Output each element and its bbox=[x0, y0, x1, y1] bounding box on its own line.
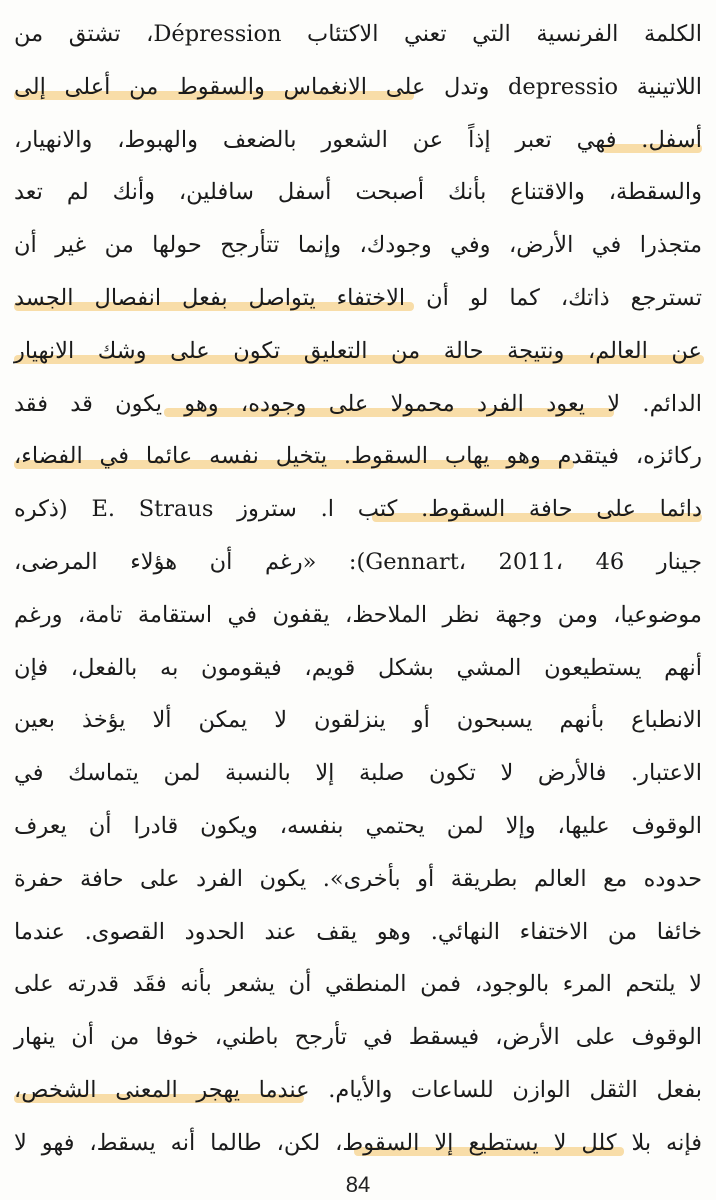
line-text: حدوده مع العالم بطريقة أو بأخرى». يكون الفرد على حافة حفرة bbox=[14, 865, 702, 892]
line-text: تسترجع ذاتك، كما لو أن الاختفاء يتواصل بفعل انفصال الجسد bbox=[14, 284, 702, 311]
line-text: أسفل. فهي تعبر إذاً عن الشعور بالضعف والهبوط، والانهيار، bbox=[14, 126, 702, 153]
line-text: الوقوف على الأرض، فيسقط في تأرجح باطني، خوفا من أن ينهار bbox=[14, 1024, 702, 1051]
text-line bbox=[14, 694, 702, 747]
page-number: 84 bbox=[345, 1172, 371, 1197]
text-line bbox=[14, 747, 702, 800]
line-text: الاعتبار. فالأرض لا تكون صلبة إلا بالنسبة لمن يتماسك في bbox=[14, 760, 702, 787]
line-text: ركائزه، فيتقدم وهو يهاب السقوط. يتخيل نفسه عائما في الفضاء، bbox=[14, 443, 702, 470]
text-line bbox=[14, 1117, 702, 1170]
line-text: عن العالم، ونتيجة حالة من التعليق تكون على وشك الانهيار bbox=[14, 337, 702, 364]
text-line bbox=[14, 589, 702, 642]
text-line bbox=[14, 114, 702, 167]
line-text: خائفا من الاختفاء النهائي. وهو يقف عند الحدود القصوى. عندما bbox=[14, 918, 702, 945]
line-text: بفعل الثقل الوازن للساعات والأيام. عندما يهجر المعنى الشخص، bbox=[14, 1076, 702, 1103]
line-text: الدائم. لا يعود الفرد محمولا على وجوده، وهو يكون قد فقد bbox=[14, 390, 702, 417]
text-line bbox=[14, 8, 702, 61]
line-text: الكلمة الفرنسية التي تعني الاكتئاب Dépression، تشتق من bbox=[14, 21, 702, 47]
text-line bbox=[14, 219, 702, 272]
text-line bbox=[14, 61, 702, 114]
line-text: اللاتينية depressio وتدل على الانغماس والسقوط من أعلى إلى bbox=[14, 73, 702, 100]
line-text: فإنه بلا كلل لا يستطيع إلا السقوط، لكن، طالما أنه يسقط، فهو لا bbox=[14, 1129, 702, 1156]
text-line bbox=[14, 166, 702, 219]
text-line bbox=[14, 378, 702, 431]
line-text: موضوعيا، ومن وجهة نظر الملاحظ، يقفون في استقامة تامة، ورغم bbox=[14, 601, 702, 628]
text-line bbox=[14, 958, 702, 1011]
text-line bbox=[14, 1064, 702, 1117]
page-body bbox=[14, 8, 702, 1170]
text-line bbox=[14, 853, 702, 906]
line-text: الانطباع بأنهم يسبحون أو ينزلقون لا يمكن ألا يؤخذ بعين bbox=[14, 707, 702, 734]
text-line bbox=[14, 906, 702, 959]
text-line bbox=[14, 800, 702, 853]
line-text: والسقطة، والاقتناع بأنك أصبحت أسفل سافلين، وأنك لم تعد bbox=[14, 179, 702, 206]
text-line bbox=[14, 430, 702, 483]
text-line bbox=[14, 536, 702, 589]
line-text: متجذرا في الأرض، وفي وجودك، وإنما تتأرجح حولها من غير أن bbox=[14, 232, 702, 259]
line-text: دائما على حافة السقوط. كتب ا. ستروز E. Straus (ذكره bbox=[14, 496, 702, 523]
text-line bbox=[14, 1011, 702, 1064]
line-text: الوقوف عليها، وإلا لمن يحتمي بنفسه، ويكون قادرا أن يعرف bbox=[14, 812, 702, 839]
line-text: أنهم يستطيعون المشي بشكل قويم، فيقومون به بالفعل، فإن bbox=[14, 654, 702, 681]
text-line bbox=[14, 325, 702, 378]
text-line bbox=[14, 483, 702, 536]
line-text: جينار Gennart، 2011، 46): «رغم أن هؤلاء المرضى، bbox=[14, 548, 703, 575]
text-line bbox=[14, 272, 702, 325]
line-text: لا يلتحم المرء بالوجود، فمن المنطقي أن يشعر بأنه فقَد قدرته على bbox=[14, 971, 702, 998]
text-line bbox=[14, 642, 702, 695]
